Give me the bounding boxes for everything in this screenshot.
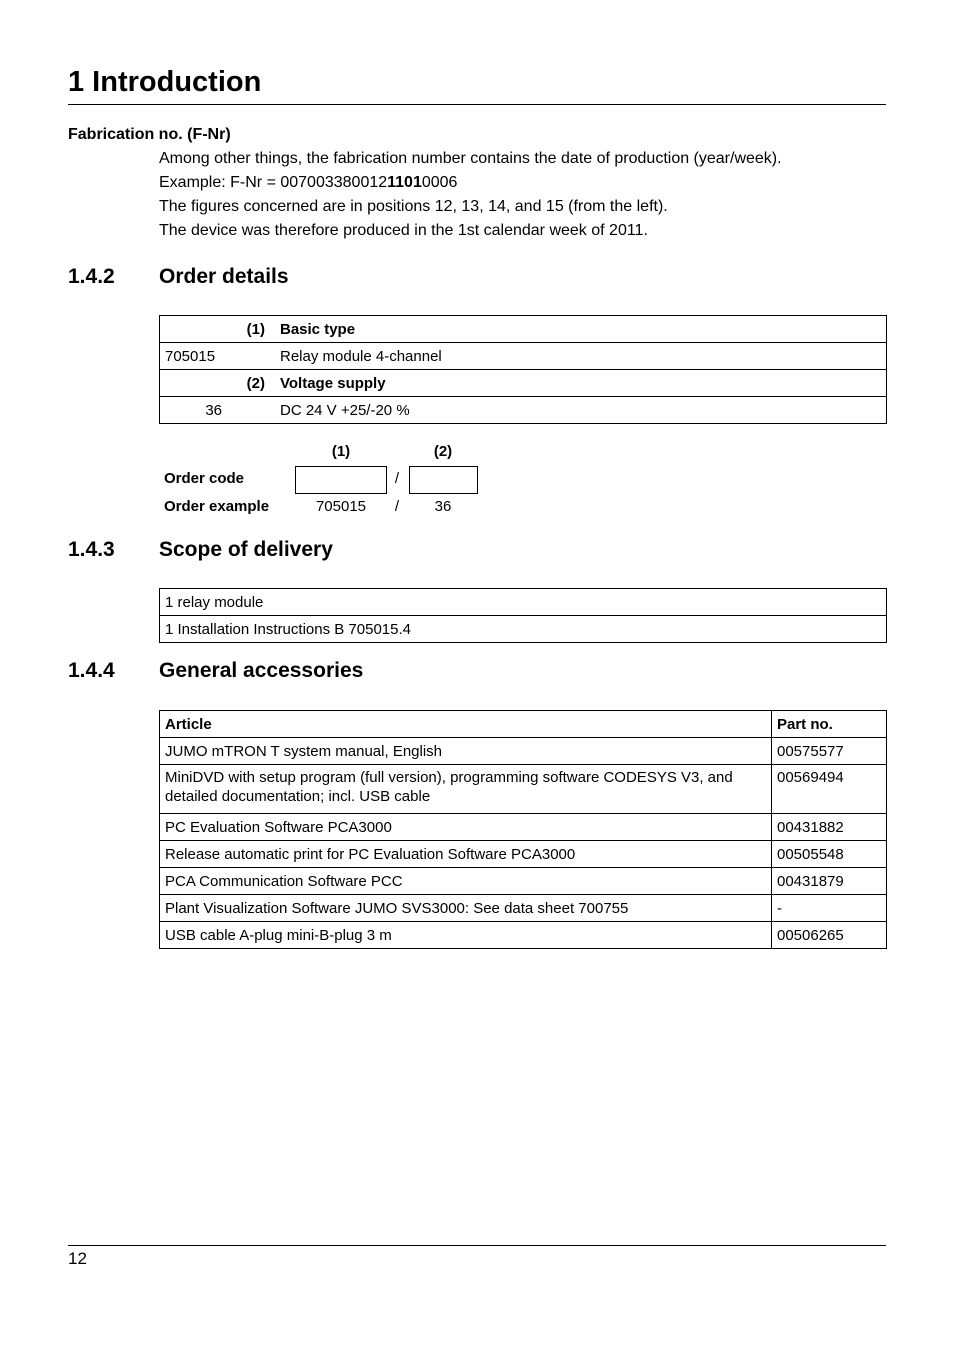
part-no-cell: 00431882 [772, 814, 887, 841]
article-cell: Release automatic print for PC Evaluation Software PCA3000 [160, 841, 772, 868]
column-header-article: Article [160, 711, 772, 738]
order-code-field-1[interactable] [295, 466, 387, 494]
order-example-value-2: 36 [434, 498, 452, 515]
fabrication-line-3: The figures concerned are in positions 12, 13, 14, and 15 (from the left). [159, 198, 668, 215]
delivery-row [160, 616, 887, 643]
table-row [160, 765, 887, 814]
section-title-scope: Scope of delivery [159, 538, 333, 561]
page-number: 12 [68, 1249, 87, 1268]
article-cell: MiniDVD with setup program (full version), programming software CODESYS V3, and detailed documentation; incl. USB cable [160, 765, 772, 814]
article-cell: Plant Visualization Software JUMO SVS3000: See data sheet 700755 [160, 895, 772, 922]
part-no-cell: 00431879 [772, 868, 887, 895]
article-cell: PCA Communication Software PCC [160, 868, 772, 895]
order-code-cell: 36 [160, 397, 273, 424]
article-cell: PC Evaluation Software PCA3000 [160, 814, 772, 841]
order-row-voltage-header [160, 370, 887, 397]
article-cell: JUMO mTRON T system manual, English [160, 738, 772, 765]
fabrication-line-1: Among other things, the fabrication number contains the date of production (year/week). [159, 150, 782, 167]
order-desc-cell: Relay module 4-channel [272, 343, 887, 370]
chapter-title-rule [68, 104, 886, 105]
part-no-cell: 00506265 [772, 922, 887, 949]
fabrication-example [159, 171, 886, 195]
order-example-label: Order example [164, 498, 270, 515]
order-details-table [159, 315, 887, 424]
accessories-table [159, 710, 887, 949]
order-desc-cell: Voltage supply [272, 370, 887, 397]
scope-of-delivery-table [159, 588, 887, 643]
section-title-accessories: General accessories [159, 659, 364, 682]
order-example-separator: / [394, 498, 400, 515]
order-code-label: Order code [164, 470, 245, 487]
chapter-title: 1 Introduction [68, 66, 262, 98]
fabrication-example-highlight: 1101 [387, 174, 422, 191]
order-row-basic-type-header [160, 316, 887, 343]
order-code-col1-head: (1) [331, 443, 351, 460]
delivery-item: 1 Installation Instructions B 705015.4 [160, 616, 887, 643]
fabrication-example-prefix: Example: F-Nr = 007003380012 [159, 174, 388, 191]
section-number-order-details: 1.4.2 [68, 265, 115, 288]
fabrication-example-suffix: 0006 [421, 174, 458, 191]
order-desc-cell: DC 24 V +25/-20 % [272, 397, 887, 424]
order-code-cell: 705015 [160, 343, 273, 370]
order-code-cell: (1) [160, 316, 273, 343]
table-row [160, 895, 887, 922]
order-desc-cell: Basic type [272, 316, 887, 343]
order-row-voltage-value [160, 397, 887, 424]
column-header-part-no: Part no. [772, 711, 887, 738]
delivery-row [160, 589, 887, 616]
delivery-item: 1 relay module [160, 589, 887, 616]
fabrication-line-4: The device was therefore produced in the 1st calendar week of 2011. [159, 222, 648, 239]
table-row [160, 738, 887, 765]
part-no-cell: 00569494 [772, 765, 887, 814]
article-cell: USB cable A-plug mini-B-plug 3 m [160, 922, 772, 949]
table-row [160, 814, 887, 841]
part-no-cell: - [772, 895, 887, 922]
section-number-scope: 1.4.3 [68, 538, 115, 561]
fabrication-text [159, 147, 886, 243]
part-no-cell: 00575577 [772, 738, 887, 765]
order-code-col2-head: (2) [433, 443, 453, 460]
order-code-field-2[interactable] [409, 466, 478, 494]
order-code-cell: (2) [160, 370, 273, 397]
fabrication-label: Fabrication no. (F-Nr) [68, 126, 231, 143]
section-title-order-details: Order details [159, 265, 289, 288]
order-row-basic-type-value [160, 343, 887, 370]
part-no-cell: 00505548 [772, 841, 887, 868]
accessories-header-row [160, 711, 887, 738]
table-row [160, 841, 887, 868]
order-code-separator: / [394, 470, 400, 487]
order-example-value-1: 705015 [315, 498, 367, 515]
table-row [160, 868, 887, 895]
table-row [160, 922, 887, 949]
footer-rule [68, 1245, 886, 1246]
section-number-accessories: 1.4.4 [68, 659, 115, 682]
